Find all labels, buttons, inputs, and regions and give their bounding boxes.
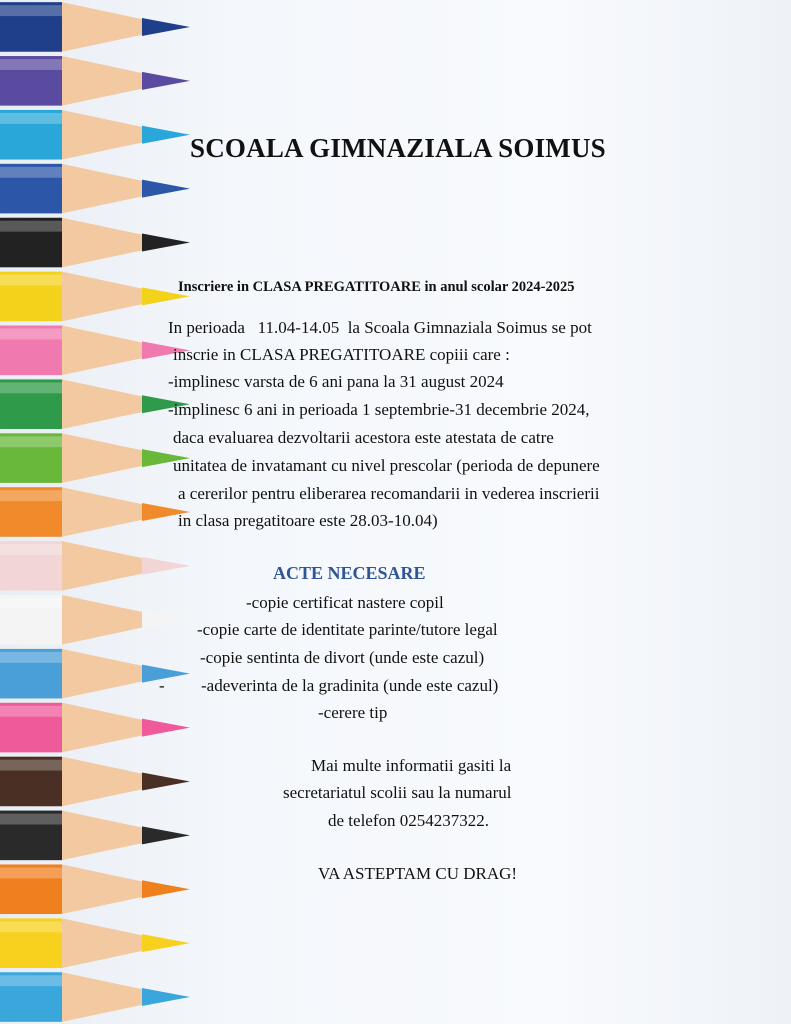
document-item: -copie sentinta de divort (unde este cazul) xyxy=(200,648,485,667)
pencil xyxy=(0,972,190,1022)
pencil xyxy=(0,595,190,645)
pencil xyxy=(0,811,190,861)
intro-line: inscrie in CLASA PREGATITOARE copiii care : xyxy=(173,345,510,364)
pencil xyxy=(0,864,190,914)
pencil xyxy=(0,110,190,160)
pencil xyxy=(0,56,190,106)
intro-line: daca evaluarea dezvoltarii acestora este atestata de catre xyxy=(173,428,554,447)
document-item: -cerere tip xyxy=(318,703,388,722)
document-item: -copie certificat nastere copil xyxy=(246,593,444,612)
pencil xyxy=(0,379,190,429)
enrollment-subtitle: Inscriere in CLASA PREGATITOARE in anul scolar 2024-2025 xyxy=(178,279,575,295)
info-line: Mai multe informatii gasiti la xyxy=(311,756,512,775)
pencil xyxy=(0,272,190,322)
pencil xyxy=(0,541,190,591)
info-line: de telefon 0254237322. xyxy=(328,811,489,830)
pencil xyxy=(0,326,190,376)
intro-line: a cererilor pentru eliberarea recomandarii in vederea inscrierii xyxy=(178,484,600,503)
pencil xyxy=(0,164,190,214)
closing-message: VA ASTEPTAM CU DRAG! xyxy=(318,864,518,883)
document-item: -adeverinta de la gradinita (unde este cazul) xyxy=(201,676,499,695)
pencil xyxy=(0,2,190,52)
intro-line: -implinesc varsta de 6 ani pana la 31 august 2024 xyxy=(168,372,504,391)
pencil xyxy=(0,703,190,753)
required-documents-heading: ACTE NECESARE xyxy=(273,563,426,583)
info-line: secretariatul scolii sau la numarul xyxy=(283,783,512,802)
intro-line: -implinesc 6 ani in perioada 1 septembrie-31 decembrie 2024, xyxy=(168,400,590,419)
pencil xyxy=(0,918,190,968)
intro-line: In perioada 11.04-14.05 la Scoala Gimnaziala Soimus se pot xyxy=(168,318,592,337)
page-title: SCOALA GIMNAZIALA SOIMUS xyxy=(190,133,606,163)
stray-dash: - xyxy=(159,676,165,695)
intro-line: unitatea de invatamant cu nivel prescolar (perioda de depunere xyxy=(173,456,600,475)
intro-line: in clasa pregatitoare este 28.03-10.04) xyxy=(178,511,438,530)
document-item: -copie carte de identitate parinte/tutore legal xyxy=(197,620,498,639)
pencil xyxy=(0,757,190,807)
pencil xyxy=(0,433,190,483)
pencil xyxy=(0,218,190,268)
pencil xyxy=(0,487,190,537)
